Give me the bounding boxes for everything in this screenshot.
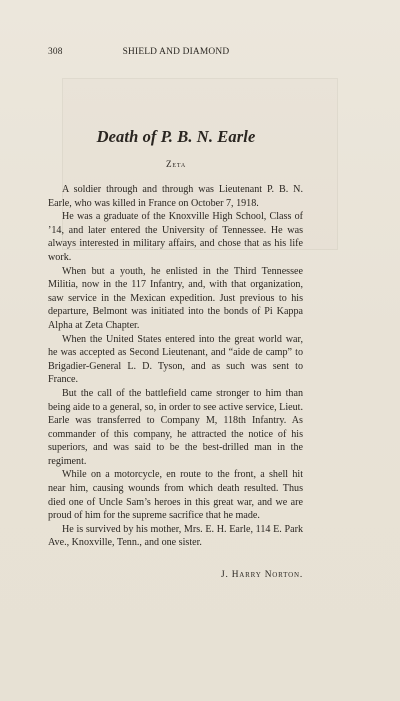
paragraph: He is survived by his mother, Mrs. E. H. Earle, 114 E. Park Ave., Knoxville, Tenn., and one sister. [48, 523, 303, 549]
article-title: Death of P. B. N. Earle [96, 127, 256, 146]
paragraph: When but a youth, he enlisted in the Third Tennessee Militia, now in the 117 Infantry, and, with that organization, saw service in the Mexican expedition. Just previous to his departure, Belmont was initiated into the bonds of Pi Kappa Alpha at Zeta Chapter. [48, 265, 303, 331]
article-body [48, 183, 303, 550]
running-title: SHIELD AND DIAMOND [122, 47, 230, 57]
paragraph: While on a motorcycle, en route to the front, a shell hit near him, causing wounds from which death resulted. Thus died one of Uncle Sam’s heroes in this great war, and we are proud of him for the supreme sacrifice that he made. [48, 469, 303, 522]
page-header [48, 45, 304, 59]
paragraph: When the United States entered into the great world war, he was accepted as Second Lieutenant, and “aide de camp” to Brigadier-General L. D. Tyson, and as such was sent to France. [48, 333, 303, 386]
paragraph: But the call of the battlefield came stronger to him than being aide to a general, so, in order to see active service, Lieut. Earle was transferred to Company M, 118th Infantry. As commander of this company, he attracted the notice of his superiors, and was said to be the best-drilled man in the regiment. [48, 387, 303, 467]
paragraph: He was a graduate of the Knoxville High School, Class of ’14, and later entered the University of Tennessee. He was always interested in military affairs, and chose that as his life work. [48, 211, 303, 263]
chapter-name: Zeta [166, 159, 186, 169]
author-signature: J. Harry Norton. [221, 570, 303, 580]
paragraph: A soldier through and through was Lieutenant P. B. N. Earle, who was killed in France on October 7, 1918. [48, 184, 303, 209]
page-number: 308 [48, 47, 63, 57]
